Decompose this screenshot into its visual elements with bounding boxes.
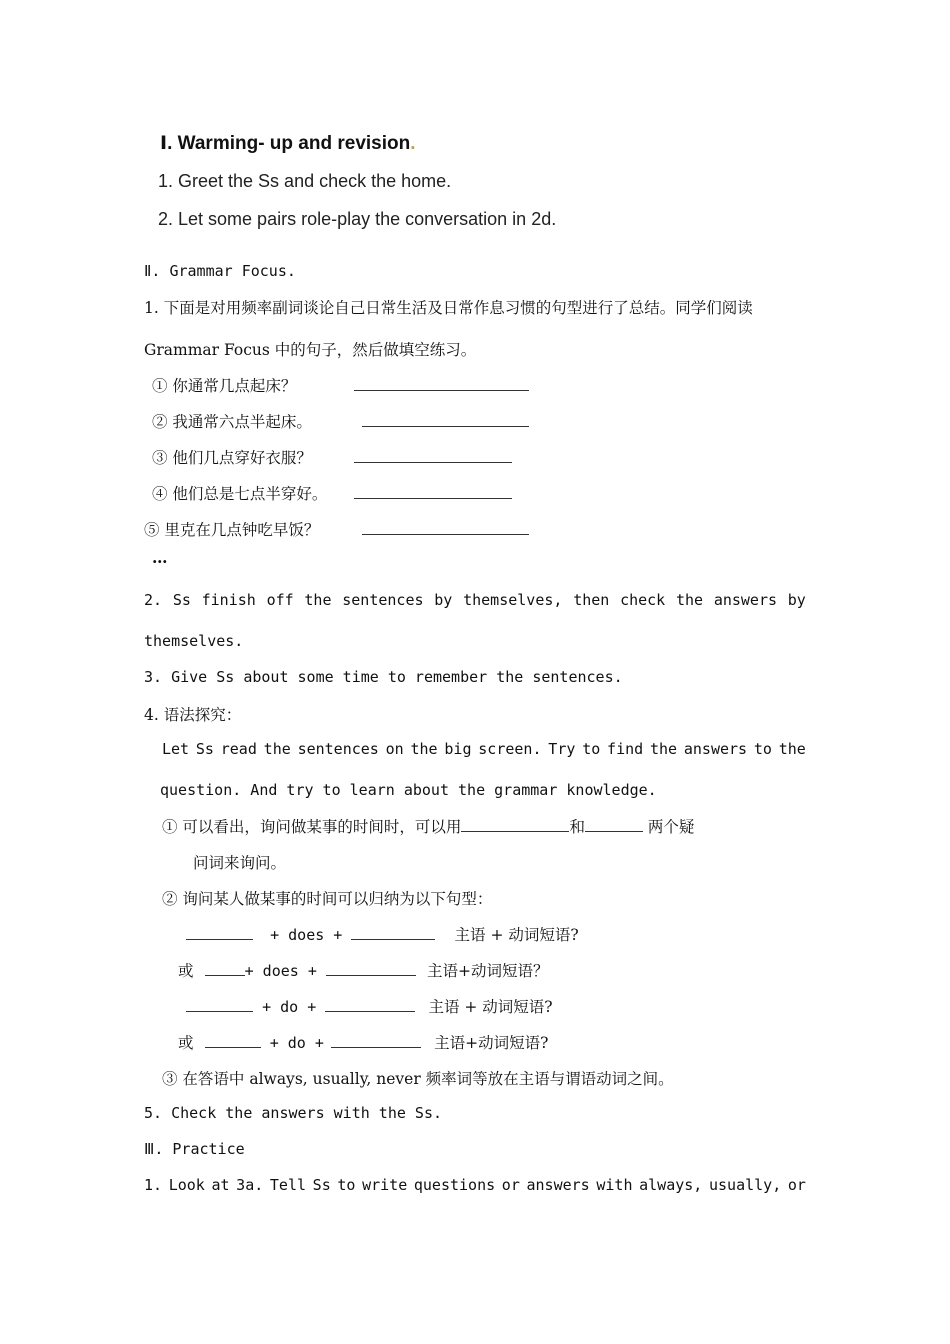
section-3-item-1: 1. Look at 3a. Tell Ss to write questions or answers with always, usually, or [144, 1176, 806, 1194]
exercise-4: ④ 他们总是七点半穿好。 [152, 485, 328, 503]
item-2-line-1: 2. Ss finish off the sentences by themselves, then check the answers by [144, 591, 806, 609]
exercise-5-blank[interactable] [362, 518, 529, 539]
note-2: ② 询问某人做某事的时间可以归纳为以下句型： [162, 890, 493, 908]
exercise-4-blank[interactable] [354, 482, 512, 503]
exercise-3: ③ 他们几点穿好衣服？ [152, 449, 312, 467]
exercise-2: ② 我通常六点半起床。 [152, 413, 312, 431]
exercise-3-blank[interactable] [354, 446, 512, 467]
pattern-1: + does + 主语 + 动词短语? [186, 923, 579, 945]
section-3-heading: Ⅲ. Practice [144, 1140, 245, 1158]
note-1-blank-2[interactable] [585, 815, 643, 832]
pattern-2-blank-1[interactable] [205, 959, 245, 976]
item-4-line-1: Let Ss read the sentences on the big screen. Try to find the answers to the [162, 740, 806, 758]
note-1: ① 可以看出，询问做某事的时间时，可以用 和 两个疑 [162, 815, 694, 837]
note-1-line-2: 问词来询问。 [193, 854, 287, 872]
pattern-4-blank-2[interactable] [331, 1031, 421, 1048]
section-1-heading: Ⅰ. Warming- up and revision. [160, 133, 416, 154]
ellipsis: … [152, 548, 168, 567]
item-4-label: 4. 语法探究： [144, 706, 242, 724]
pattern-3-blank-2[interactable] [325, 995, 415, 1012]
exercise-5: ⑤ 里克在几点钟吃早饭？ [144, 521, 320, 539]
pattern-2: 或 + does + 主语+动词短语？ [178, 959, 549, 981]
pattern-2-blank-2[interactable] [326, 959, 416, 976]
item-1-line-1: 1. 下面是对用频率副词谈论自己日常生活及日常作息习惯的句型进行了总结。同学们阅读 [144, 299, 753, 317]
pattern-1-blank-1[interactable] [186, 923, 253, 940]
item-4-line-2: question. And try to learn about the grammar knowledge. [160, 781, 657, 799]
item-5: 5. Check the answers with the Ss. [144, 1104, 443, 1122]
pattern-3: + do + 主语 + 动词短语? [186, 995, 553, 1017]
exercise-1-blank[interactable] [354, 374, 529, 395]
section-1-item-1: 1. Greet the Ss and check the home. [158, 171, 452, 191]
item-3: 3. Give Ss about some time to remember the sentences. [144, 668, 623, 686]
note-3: ③ 在答语中 always, usually, never 频率词等放在主语与谓语动词之间。 [162, 1070, 674, 1088]
pattern-4-blank-1[interactable] [205, 1031, 261, 1048]
note-1-blank-1[interactable] [461, 815, 569, 832]
pattern-3-blank-1[interactable] [186, 995, 253, 1012]
pattern-1-blank-2[interactable] [351, 923, 435, 940]
section-1-item-2: 2. Let some pairs role-play the conversation in 2d. [158, 209, 557, 229]
exercise-2-blank[interactable] [362, 410, 529, 431]
item-2-line-2: themselves. [144, 632, 244, 650]
item-1-line-2: Grammar Focus 中的句子，然后做填空练习。 [144, 341, 477, 359]
section-2-heading: Ⅱ. Grammar Focus. [144, 262, 296, 280]
pattern-4: 或 + do + 主语+动词短语? [178, 1031, 548, 1053]
exercise-1: ① 你通常几点起床？ [152, 377, 297, 395]
